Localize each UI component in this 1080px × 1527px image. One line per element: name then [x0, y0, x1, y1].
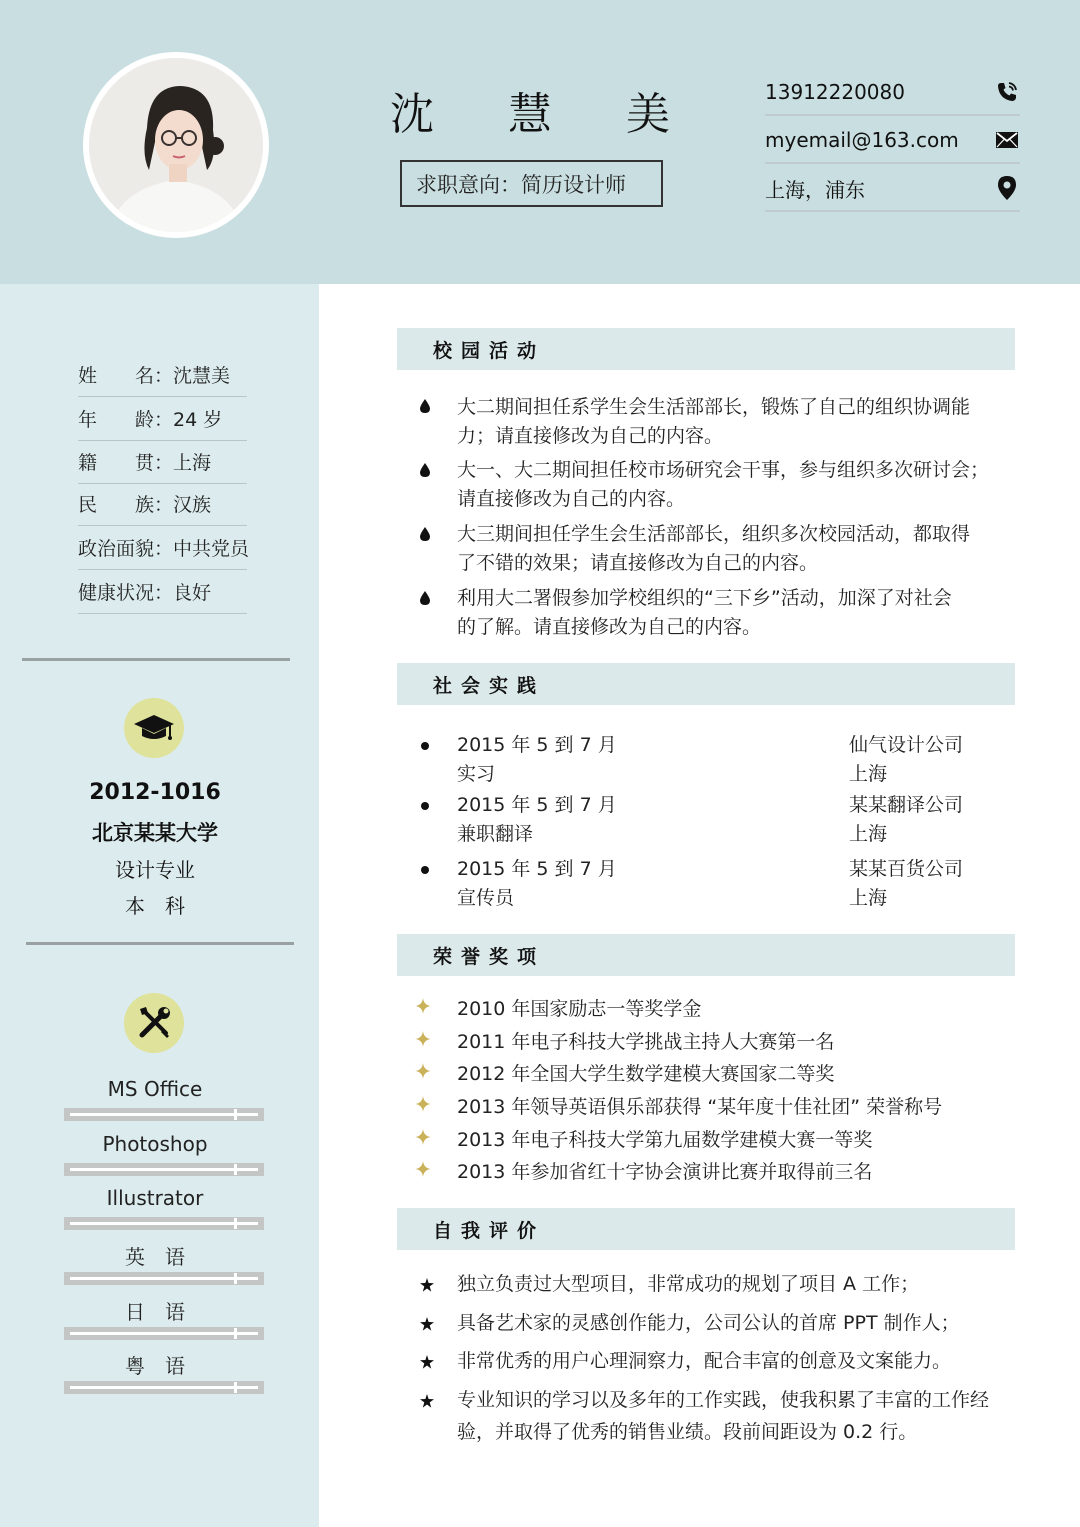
- campus-item-line: 了不错的效果；请直接修改为自己的内容。: [457, 552, 819, 574]
- skill-bar-track: [70, 1113, 258, 1116]
- self-evaluation-line: 非常优秀的用户心理洞察力，配合丰富的创意及文案能力。: [457, 1350, 952, 1372]
- sparkle-star-icon: [415, 998, 431, 1014]
- practice-date: 2015 年 5 到 7 月: [457, 734, 617, 756]
- skill-level-bar: [64, 1381, 264, 1394]
- info-label: 籍 贯：: [78, 452, 174, 474]
- education-degree: 本 科: [125, 894, 185, 918]
- skill-level-marker: [234, 1109, 237, 1120]
- skill-level-bar: [64, 1327, 264, 1340]
- skill-bar-track: [70, 1222, 258, 1225]
- campus-item: [457, 520, 997, 578]
- location-pin-icon: [994, 175, 1020, 201]
- contact-location: [765, 166, 1020, 212]
- contact-phone: [765, 70, 1020, 116]
- star-bullet-icon: [419, 1277, 435, 1293]
- self-evaluation-item: [457, 1268, 1007, 1300]
- sparkle-star-icon: [415, 1031, 431, 1047]
- profile-photo: [83, 52, 269, 238]
- practice-item: [457, 855, 617, 913]
- self-evaluation-item: [457, 1307, 1007, 1339]
- practice-date: 2015 年 5 到 7 月: [457, 794, 617, 816]
- info-value: 上海: [173, 452, 212, 474]
- campus-item-line: 大二期间担任系学生会生活部部长，锻炼了自己的组织协调能: [457, 396, 971, 418]
- education-school: 北京某某大学: [92, 821, 218, 845]
- campus-item: [457, 456, 997, 514]
- sparkle-star-icon: [415, 1129, 431, 1145]
- job-intent: 求职意向：简历设计师: [400, 160, 663, 207]
- dot-bullet-icon: [417, 738, 433, 754]
- skill-name: 日 语: [125, 1300, 185, 1324]
- practice-role: 宣传员: [457, 887, 515, 909]
- drop-bullet-icon: [417, 398, 433, 414]
- practice-item: [457, 791, 617, 849]
- info-value: 沈慧美: [173, 365, 231, 387]
- skill-bar-track: [70, 1332, 258, 1335]
- info-label: 政治面貌：: [78, 538, 174, 560]
- info-row-ethnicity: [78, 482, 247, 526]
- mail-icon: [994, 127, 1020, 153]
- skill-level-bar: [64, 1163, 264, 1176]
- drop-bullet-icon: [417, 462, 433, 478]
- honor-item: 2012 年全国大学生数学建模大赛国家二等奖: [457, 1063, 835, 1085]
- practice-role: 实习: [457, 763, 496, 785]
- info-value: 24 岁: [173, 409, 223, 431]
- info-value: 中共党员: [173, 538, 250, 560]
- campus-item-line: 请直接修改为自己的内容。: [457, 488, 686, 510]
- self-evaluation-line: 具备艺术家的灵感创作能力，公司公认的首席 PPT 制作人；: [457, 1312, 960, 1334]
- sidebar-divider: [26, 942, 294, 945]
- location-text: 上海，浦东: [765, 177, 865, 202]
- skill-level-marker: [234, 1328, 237, 1339]
- skill-level-marker: [234, 1164, 237, 1175]
- practice-city: 上海: [849, 887, 888, 909]
- info-value: 汉族: [173, 494, 212, 516]
- section-header-self: 自我评价: [397, 1208, 1015, 1250]
- skill-bar-track: [70, 1168, 258, 1171]
- practice-employer: [849, 731, 963, 789]
- practice-city: 上海: [849, 763, 888, 785]
- info-row-hometown: [78, 440, 247, 484]
- skill-name: Photoshop: [102, 1132, 208, 1156]
- skill-level-bar: [64, 1272, 264, 1285]
- section-header-practice: 社会实践: [397, 663, 1015, 705]
- star-bullet-icon: [419, 1316, 435, 1332]
- drop-bullet-icon: [417, 590, 433, 606]
- practice-employer: [849, 855, 963, 913]
- education-years: 2012-1016: [89, 780, 221, 805]
- sparkle-star-icon: [415, 1161, 431, 1177]
- skill-level-marker: [234, 1382, 237, 1393]
- avatar: [89, 58, 263, 232]
- honor-item: 2010 年国家励志一等奖学金: [457, 998, 702, 1020]
- skill-name: Illustrator: [106, 1186, 204, 1210]
- info-row-health: [78, 570, 247, 614]
- self-evaluation-item: [457, 1345, 1007, 1377]
- self-evaluation-line: 验，并取得了优秀的销售业绩。段前间距设为 0.2 行。: [457, 1421, 918, 1443]
- honor-item: 2013 年参加省红十字协会演讲比赛并取得前三名: [457, 1161, 873, 1183]
- section-header-campus: 校园活动: [397, 328, 1015, 370]
- name-char: 慧: [508, 89, 552, 140]
- info-label: 姓 名：: [78, 365, 174, 387]
- skill-name: 粤 语: [125, 1354, 185, 1378]
- sidebar-divider: [22, 658, 290, 661]
- graduation-cap-icon: [124, 698, 184, 758]
- drop-bullet-icon: [417, 526, 433, 542]
- practice-item: [457, 731, 617, 789]
- info-row-age: [78, 397, 247, 441]
- full-name: [390, 78, 670, 148]
- skill-level-marker: [234, 1218, 237, 1229]
- skill-bar-track: [70, 1386, 258, 1389]
- info-row-name: [78, 353, 247, 397]
- campus-item-line: 大一、大二期间担任校市场研究会干事，参与组织多次研讨会；: [457, 459, 990, 481]
- campus-item: [457, 584, 997, 642]
- honor-item: 2013 年领导英语俱乐部获得 “某年度十佳社团” 荣誉称号: [457, 1096, 943, 1118]
- honor-item: 2013 年电子科技大学第九届数学建模大赛一等奖: [457, 1129, 873, 1151]
- tools-icon: [124, 993, 184, 1053]
- education-major: 设计专业: [115, 858, 195, 882]
- honor-item: 2011 年电子科技大学挑战主持人大赛第一名: [457, 1031, 835, 1053]
- skill-bar-track: [70, 1277, 258, 1280]
- practice-company: 仙气设计公司: [849, 734, 964, 756]
- dot-bullet-icon: [417, 862, 433, 878]
- phone-icon: [994, 79, 1020, 105]
- info-value: 良好: [173, 582, 212, 604]
- name-char: 沈: [390, 89, 434, 140]
- skill-name: 英 语: [125, 1245, 185, 1269]
- star-bullet-icon: [419, 1393, 435, 1409]
- dot-bullet-icon: [417, 798, 433, 814]
- info-label: 健康状况：: [78, 582, 174, 604]
- campus-item-line: 的了解。请直接修改为自己的内容。: [457, 616, 762, 638]
- header: [0, 0, 1080, 284]
- section-header-honors: 荣誉奖项: [397, 934, 1015, 976]
- practice-date: 2015 年 5 到 7 月: [457, 858, 617, 880]
- info-label: 年 龄：: [78, 409, 174, 431]
- skill-level-bar: [64, 1217, 264, 1230]
- campus-item-line: 力；请直接修改为自己的内容。: [457, 425, 724, 447]
- phone-text: 13912220080: [765, 80, 905, 104]
- sparkle-star-icon: [415, 1063, 431, 1079]
- star-bullet-icon: [419, 1354, 435, 1370]
- skill-level-marker: [234, 1273, 237, 1284]
- skill-level-bar: [64, 1108, 264, 1121]
- email-text: myemail@163.com: [765, 128, 959, 152]
- practice-company: 某某百货公司: [849, 858, 964, 880]
- info-row-political: [78, 526, 250, 570]
- self-evaluation-line: 专业知识的学习以及多年的工作实践，使我积累了丰富的工作经: [457, 1389, 990, 1411]
- campus-item-line: 利用大二署假参加学校组织的“三下乡”活动，加深了对社会: [457, 587, 952, 609]
- campus-item-line: 大三期间担任学生会生活部部长，组织多次校园活动，都取得: [457, 523, 971, 545]
- practice-role: 兼职翻译: [457, 823, 534, 845]
- name-char: 美: [626, 89, 670, 140]
- info-label: 民 族：: [78, 494, 174, 516]
- sparkle-star-icon: [415, 1096, 431, 1112]
- campus-item: [457, 393, 997, 451]
- practice-company: 某某翻译公司: [849, 794, 964, 816]
- skill-name: MS Office: [107, 1077, 203, 1101]
- contact-email: [765, 118, 1020, 164]
- practice-employer: [849, 791, 963, 849]
- self-evaluation-line: 独立负责过大型项目，非常成功的规划了项目 A 工作；: [457, 1273, 920, 1295]
- practice-city: 上海: [849, 823, 888, 845]
- self-evaluation-item: [457, 1384, 1007, 1448]
